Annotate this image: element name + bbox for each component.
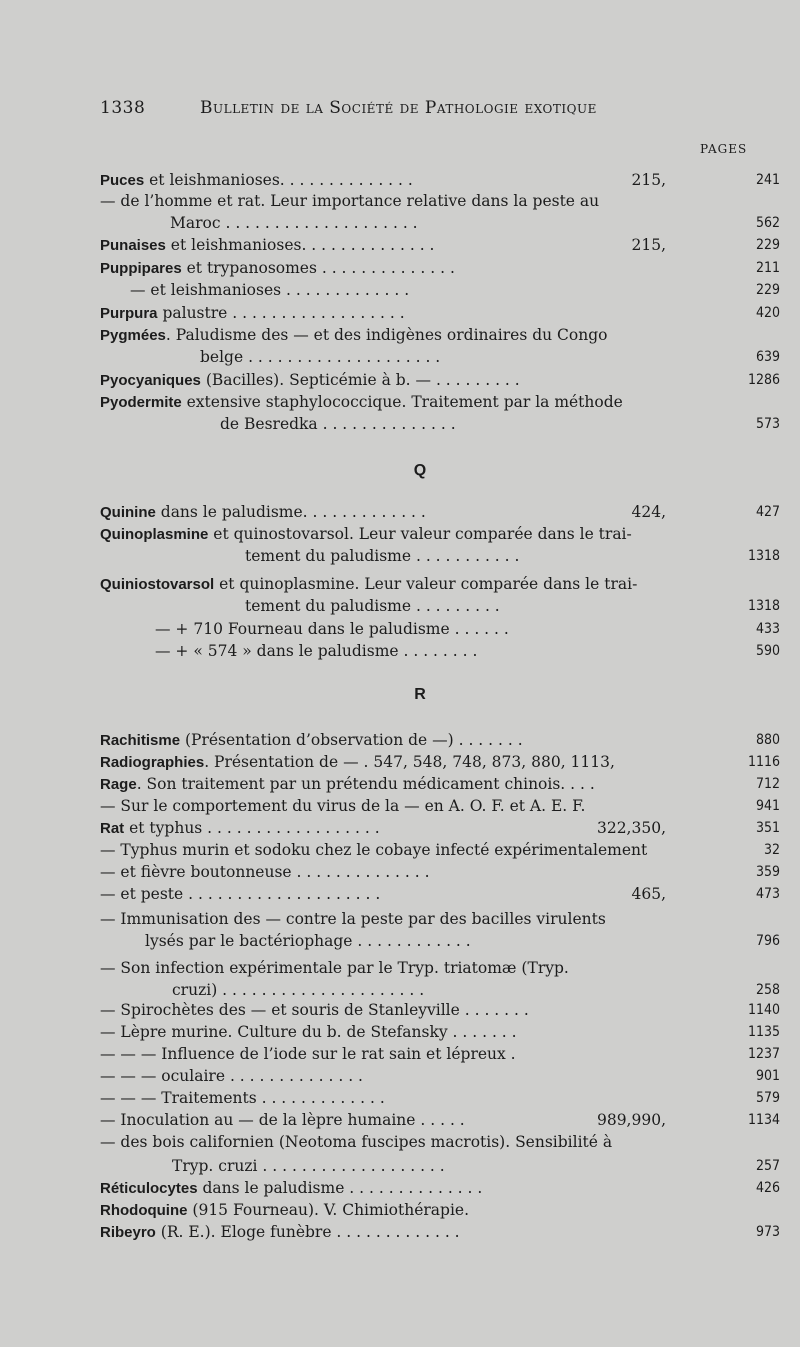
entry-text: Rage. Son traitement par un prétendu médicament chinois. . . . [100,775,595,793]
entry-headword: Pyodermite [100,394,182,411]
index-entry [100,907,780,931]
entry-text: tement du paludisme . . . . . . . . . . . [245,547,520,565]
entry-reference: 989,990, [596,1111,666,1129]
index-entry [100,412,780,436]
entry-headword: Quiniostovarsol [100,576,215,593]
index-entry [100,233,780,257]
entry-page-number: 351 [755,820,780,836]
entry-reference: 215, [631,236,666,254]
index-entry [100,211,780,235]
entry-page-number: 473 [755,886,780,902]
index-entry [100,617,780,641]
entry-page-number: 32 [763,842,780,858]
index-entry [100,929,780,953]
entry-text: Quinine dans le paludisme. . . . . . . . . . . . . [100,503,426,521]
index-entry [100,639,780,663]
entry-text: — de l’homme et rat. Leur importance relative dans la peste au [100,192,600,210]
entry-text: — — — oculaire . . . . . . . . . . . . . . [100,1067,363,1085]
entry-text: — + « 574 » dans le paludisme . . . . . . . . [155,642,478,660]
index-entry [100,1020,780,1044]
entry-page-number: 1135 [747,1024,780,1040]
entry-text: Radiographies. Présentation de — . 547, 548, 748, 873, 880, 1113, [100,753,615,771]
index-entry [100,1108,780,1132]
entry-headword: Rat [100,820,125,837]
index-entry [100,1130,780,1154]
entry-page-number: 973 [755,1224,780,1240]
entry-page-number: 1318 [747,548,780,564]
entry-page-number: 427 [755,504,780,520]
entry-reference: 215, [631,171,666,189]
entry-page-number: 901 [755,1068,780,1084]
entry-page-number: 1237 [747,1046,780,1062]
index-entry [100,544,780,568]
entry-headword: Ribeyro [100,1224,156,1241]
entry-page-number: 211 [755,260,780,276]
entry-page-number: 573 [755,416,780,432]
entry-text: Pyodermite extensive staphylococcique. Traitement par la méthode [100,393,623,411]
entry-text: Tryp. cruzi . . . . . . . . . . . . . . . . . . . [172,1157,445,1175]
entry-text: — Spirochètes des — et souris de Stanleyville . . . . . . . [100,1001,529,1019]
entry-headword: Puces [100,172,145,189]
entry-text: Rat et typhus . . . . . . . . . . . . . . . . . . [100,819,380,837]
entry-headword: Quinoplasmine [100,526,209,543]
index-entry [100,816,780,840]
index-entry [100,323,780,347]
entry-page-number: 639 [755,349,780,365]
index-entry [100,728,780,752]
entry-page-number: 1318 [747,598,780,614]
index-entry [100,838,780,862]
running-title: Bulletin de la Société de Pathologie exotique [200,98,597,118]
index-entry [100,772,780,796]
entry-reference: 465, [631,885,666,903]
entry-page-number: 229 [755,237,780,253]
index-entry [100,189,780,213]
entry-headword: Pygmées [100,327,166,344]
index-entry [100,1042,780,1066]
entry-page-number: 1134 [747,1112,780,1128]
index-entry [100,345,780,369]
index-entry [100,368,780,392]
index-entry [100,572,780,596]
entry-headword: Pyocyaniques [100,372,201,389]
entry-text: Quiniostovarsol et quinoplasmine. Leur valeur comparée dans le trai- [100,575,638,593]
index-entry [100,998,780,1022]
index-entry [100,1064,780,1088]
entry-headword: Rhodoquine [100,1202,188,1219]
entry-headword: Punaises [100,237,166,254]
index-entry [100,750,780,774]
entry-text: — Lèpre murine. Culture du b. de Stefansky . . . . . . . [100,1023,517,1041]
entry-text: — — — Influence de l’iode sur le rat sain et lépreux . [100,1045,516,1063]
entry-page-number: 1140 [747,1002,780,1018]
entry-text: — Immunisation des — contre la peste par des bacilles virulents [100,910,606,928]
index-entry [100,1086,780,1110]
entry-page-number: 229 [755,282,780,298]
index-entry [100,594,780,618]
entry-text: Puces et leishmanioses. . . . . . . . . . . . . . [100,171,413,189]
entry-page-number: 241 [755,172,780,188]
index-entry [100,1220,780,1244]
entry-text: Puppipares et trypanosomes . . . . . . . . . . . . . . [100,259,455,277]
entry-text: Pygmées. Paludisme des — et des indigènes ordinaires du Congo [100,326,608,344]
entry-text: — — — Traitements . . . . . . . . . . . . . [100,1089,385,1107]
index-entry [100,1176,780,1200]
entry-text: — Typhus murin et sodoku chez le cobaye infecté expérimentalement [100,841,648,859]
page-number: 1338 [100,98,146,118]
entry-headword: Rage [100,776,137,793]
entry-page-number: 433 [755,621,780,637]
entry-text: tement du paludisme . . . . . . . . . [245,597,500,615]
entry-text: — et fièvre boutonneuse . . . . . . . . . . . . . . [100,863,430,881]
entry-text: — + 710 Fourneau dans le paludisme . . . . . . [155,620,509,638]
entry-page-number: 941 [755,798,780,814]
entry-text: Ribeyro (R. E.). Eloge funèbre . . . . . . . . . . . . . [100,1223,460,1241]
index-entry [100,794,780,818]
index-entry [100,1154,780,1178]
entry-headword: Purpura [100,305,158,322]
entry-text: cruzi) . . . . . . . . . . . . . . . . . . . . . [172,981,425,999]
entry-text: Réticulocytes dans le paludisme . . . . . . . . . . . . . . [100,1179,483,1197]
entry-headword: Quinine [100,504,156,521]
index-entry [100,390,780,414]
entry-headword: Puppipares [100,260,182,277]
entry-page-number: 257 [755,1158,780,1174]
entry-reference: 424, [631,503,666,521]
index-entry [100,256,780,280]
pages-column-label: PAGES [700,142,748,156]
index-entry [100,301,780,325]
entry-page-number: 258 [755,982,780,998]
section-letter: Q [413,462,427,479]
entry-text: Maroc . . . . . . . . . . . . . . . . . . . . [170,214,418,232]
index-entry [100,278,780,302]
entry-page-number: 796 [755,933,780,949]
entry-page-number: 1286 [747,372,780,388]
entry-headword: Rachitisme [100,732,181,749]
section-letter: R [414,686,426,703]
entry-page-number: 590 [755,643,780,659]
entry-page-number: 420 [755,305,780,321]
entry-page-number: 1116 [747,754,780,770]
entry-text: Rachitisme (Présentation d’observation de —) . . . . . . . [100,731,523,749]
index-entry [100,522,780,546]
entry-text: — des bois californien (Neotoma fuscipes macrotis). Sensibilité à [100,1133,613,1151]
index-entry [100,500,780,524]
entry-text: Quinoplasmine et quinostovarsol. Leur valeur comparée dans le trai- [100,525,632,543]
entry-text: Purpura palustre . . . . . . . . . . . . . . . . . . [100,304,405,322]
entry-page-number: 426 [755,1180,780,1196]
entry-text: lysés par le bactériophage . . . . . . . . . . . . [145,932,471,950]
index-entry [100,882,780,906]
entry-page-number: 880 [755,732,780,748]
entry-text: belge . . . . . . . . . . . . . . . . . . . . [200,348,441,366]
entry-page-number: 359 [755,864,780,880]
entry-text: — et peste . . . . . . . . . . . . . . . . . . . . [100,885,381,903]
index-entry [100,1198,780,1222]
entry-text: Punaises et leishmanioses. . . . . . . . . . . . . . [100,236,435,254]
entry-text: — Son infection expérimentale par le Tryp. triatomæ (Tryp. [100,959,569,977]
entry-text: Pyocyaniques (Bacilles). Septicémie à b. — . . . . . . . . . [100,371,520,389]
entry-text: — Sur le comportement du virus de la — en A. O. F. et A. E. F. [100,797,586,815]
entry-text: Rhodoquine (915 Fourneau). V. Chimiothérapie. [100,1201,470,1219]
entry-reference: 322,350, [596,819,666,837]
entry-page-number: 712 [755,776,780,792]
entry-text: — Inoculation au — de la lèpre humaine . . . . . [100,1111,465,1129]
index-entry [100,860,780,884]
entry-headword: Radiographies [100,754,205,771]
entry-headword: Réticulocytes [100,1180,198,1197]
entry-text: — et leishmanioses . . . . . . . . . . . . . [130,281,410,299]
entry-text: de Besredka . . . . . . . . . . . . . . [220,415,456,433]
entry-page-number: 579 [755,1090,780,1106]
entry-page-number: 562 [755,215,780,231]
index-entry [100,956,780,980]
